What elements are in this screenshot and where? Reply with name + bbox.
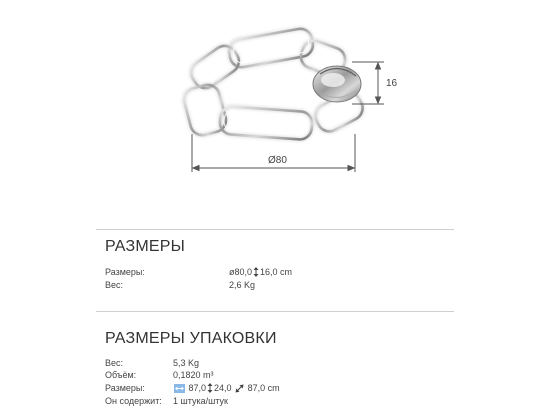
vertical-arrow-icon xyxy=(253,267,259,277)
ceiling-mount xyxy=(313,66,361,102)
packaging-weight-label: Вес: xyxy=(105,358,124,368)
packaging-contains-label: Он содержит: xyxy=(105,396,162,406)
packaging-weight-value: 5,3 Kg xyxy=(173,358,200,368)
section-divider xyxy=(96,311,454,312)
dimensions-size-label: Размеры: xyxy=(105,267,145,277)
packaging-volume-value: 0,1820 m³ xyxy=(173,370,214,380)
packaging-size-label: Размеры: xyxy=(105,383,145,393)
width-dimension-label: Ø80 xyxy=(268,155,287,166)
dimensions-weight-value: 2,6 Kg xyxy=(229,280,256,290)
packaging-depth-value: 87,0 cm xyxy=(247,383,280,393)
diameter-value: ø80,0 xyxy=(229,267,253,277)
dimensions-title: РАЗМЕРЫ xyxy=(105,238,185,255)
section-divider xyxy=(96,229,454,230)
dimensions-size-value xyxy=(229,266,292,279)
dimensions-weight-label: Вес: xyxy=(105,280,124,290)
packaging-size-value xyxy=(173,382,280,395)
packaging-volume-label: Объём: xyxy=(105,370,137,380)
diagonal-arrow-icon xyxy=(235,384,244,393)
height-value: 16,0 cm xyxy=(260,267,293,277)
height-dimension-label: 16 xyxy=(386,78,398,89)
packaging-height-value: 24,0 xyxy=(214,383,232,393)
horizontal-arrow-icon xyxy=(174,384,185,393)
vertical-arrow-icon xyxy=(207,383,213,393)
packaging-title: РАЗМЕРЫ УПАКОВКИ xyxy=(105,330,277,347)
packaging-width-value: 87,0 xyxy=(188,383,207,393)
packaging-contains-value: 1 штука/штук xyxy=(173,396,228,406)
